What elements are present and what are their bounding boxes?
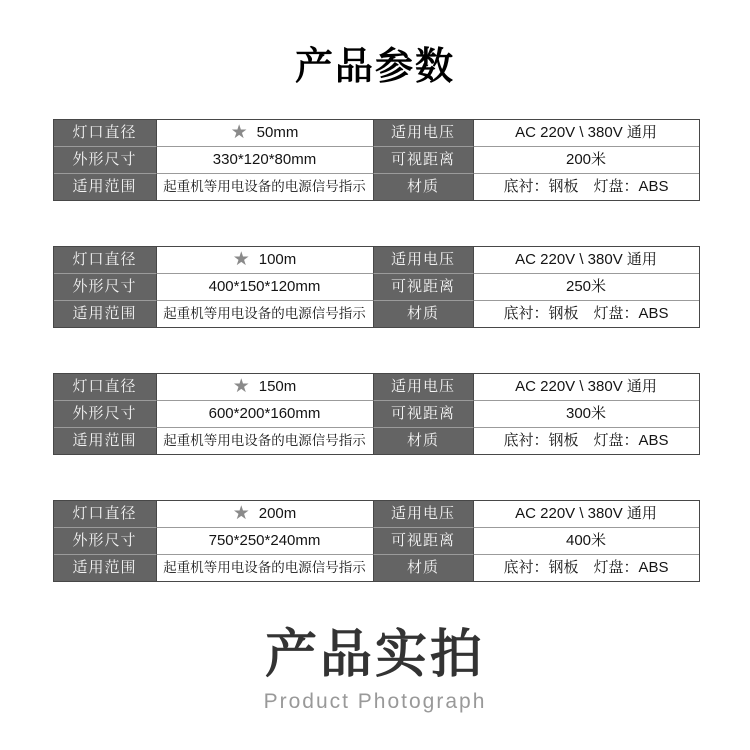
- voltage-value: AC 220V \ 380V 通用: [474, 120, 699, 147]
- star-icon: ★: [232, 502, 250, 524]
- material-value: 底衬：钢板 灯盘：ABS: [474, 428, 699, 454]
- lamp-diameter-label: 灯口直径: [54, 120, 157, 147]
- lamp-diameter-value: [157, 501, 374, 528]
- spec-table: [53, 373, 700, 455]
- table-row: [54, 120, 699, 147]
- voltage-value: AC 220V \ 380V 通用: [474, 247, 699, 274]
- lamp-diameter-text: 200m: [258, 504, 297, 522]
- table-row: [54, 501, 699, 528]
- spec-table: [53, 500, 700, 582]
- spec-tables-section: [53, 119, 698, 582]
- lamp-diameter-label: 灯口直径: [54, 501, 157, 528]
- table-row: [54, 301, 699, 327]
- material-value: 底衬：钢板 灯盘：ABS: [474, 174, 699, 200]
- table-row: [54, 274, 699, 301]
- visible-distance-label: 可视距离: [374, 401, 474, 428]
- voltage-label: 适用电压: [374, 374, 474, 401]
- footer-title: 产品实拍: [264, 625, 485, 684]
- lamp-diameter-text: 50mm: [256, 123, 299, 141]
- voltage-label: 适用电压: [374, 120, 474, 147]
- dimensions-label: 外形尺寸: [54, 528, 157, 555]
- lamp-diameter-value: [157, 120, 374, 147]
- dimensions-label: 外形尺寸: [54, 147, 157, 174]
- dimensions-value: 400*150*120mm: [157, 274, 374, 301]
- dimensions-label: 外形尺寸: [54, 274, 157, 301]
- lamp-diameter-value: [157, 247, 374, 274]
- application-scope-label: 适用范围: [54, 428, 157, 454]
- table-row: [54, 174, 699, 200]
- material-label: 材质: [374, 428, 474, 454]
- star-icon: ★: [232, 375, 250, 397]
- application-scope-label: 适用范围: [54, 555, 157, 581]
- application-scope-value: 起重机等用电设备的电源信号指示: [157, 174, 374, 200]
- visible-distance-label: 可视距离: [374, 528, 474, 555]
- material-label: 材质: [374, 555, 474, 581]
- star-icon: ★: [230, 121, 248, 143]
- footer-subtitle: Product Photograph: [263, 689, 487, 713]
- visible-distance-label: 可视距离: [374, 274, 474, 301]
- star-icon: ★: [232, 248, 250, 270]
- visible-distance-value: 400米: [474, 528, 699, 555]
- table-row: [54, 147, 699, 174]
- dimensions-label: 外形尺寸: [54, 401, 157, 428]
- table-row: [54, 374, 699, 401]
- table-row: [54, 401, 699, 428]
- visible-distance-value: 200米: [474, 147, 699, 174]
- lamp-diameter-label: 灯口直径: [54, 374, 157, 401]
- voltage-label: 适用电压: [374, 501, 474, 528]
- voltage-value: AC 220V \ 380V 通用: [474, 374, 699, 401]
- application-scope-value: 起重机等用电设备的电源信号指示: [157, 301, 374, 327]
- lamp-diameter-value: [157, 374, 374, 401]
- table-row: [54, 428, 699, 454]
- lamp-diameter-label: 灯口直径: [54, 247, 157, 274]
- visible-distance-value: 300米: [474, 401, 699, 428]
- application-scope-label: 适用范围: [54, 174, 157, 200]
- dimensions-value: 600*200*160mm: [157, 401, 374, 428]
- material-label: 材质: [374, 301, 474, 327]
- application-scope-label: 适用范围: [54, 301, 157, 327]
- dimensions-value: 750*250*240mm: [157, 528, 374, 555]
- material-value: 底衬：钢板 灯盘：ABS: [474, 555, 699, 581]
- material-value: 底衬：钢板 灯盘：ABS: [474, 301, 699, 327]
- lamp-diameter-text: 100m: [258, 250, 297, 268]
- material-label: 材质: [374, 174, 474, 200]
- lamp-diameter-text: 150m: [258, 377, 297, 395]
- application-scope-value: 起重机等用电设备的电源信号指示: [157, 428, 374, 454]
- voltage-label: 适用电压: [374, 247, 474, 274]
- visible-distance-value: 250米: [474, 274, 699, 301]
- table-row: [54, 247, 699, 274]
- footer-section: [0, 627, 750, 714]
- application-scope-value: 起重机等用电设备的电源信号指示: [157, 555, 374, 581]
- spec-table: [53, 119, 700, 201]
- page-title: 产品参数: [294, 46, 455, 88]
- table-row: [54, 555, 699, 581]
- table-row: [54, 528, 699, 555]
- spec-table: [53, 246, 700, 328]
- visible-distance-label: 可视距离: [374, 147, 474, 174]
- voltage-value: AC 220V \ 380V 通用: [474, 501, 699, 528]
- dimensions-value: 330*120*80mm: [157, 147, 374, 174]
